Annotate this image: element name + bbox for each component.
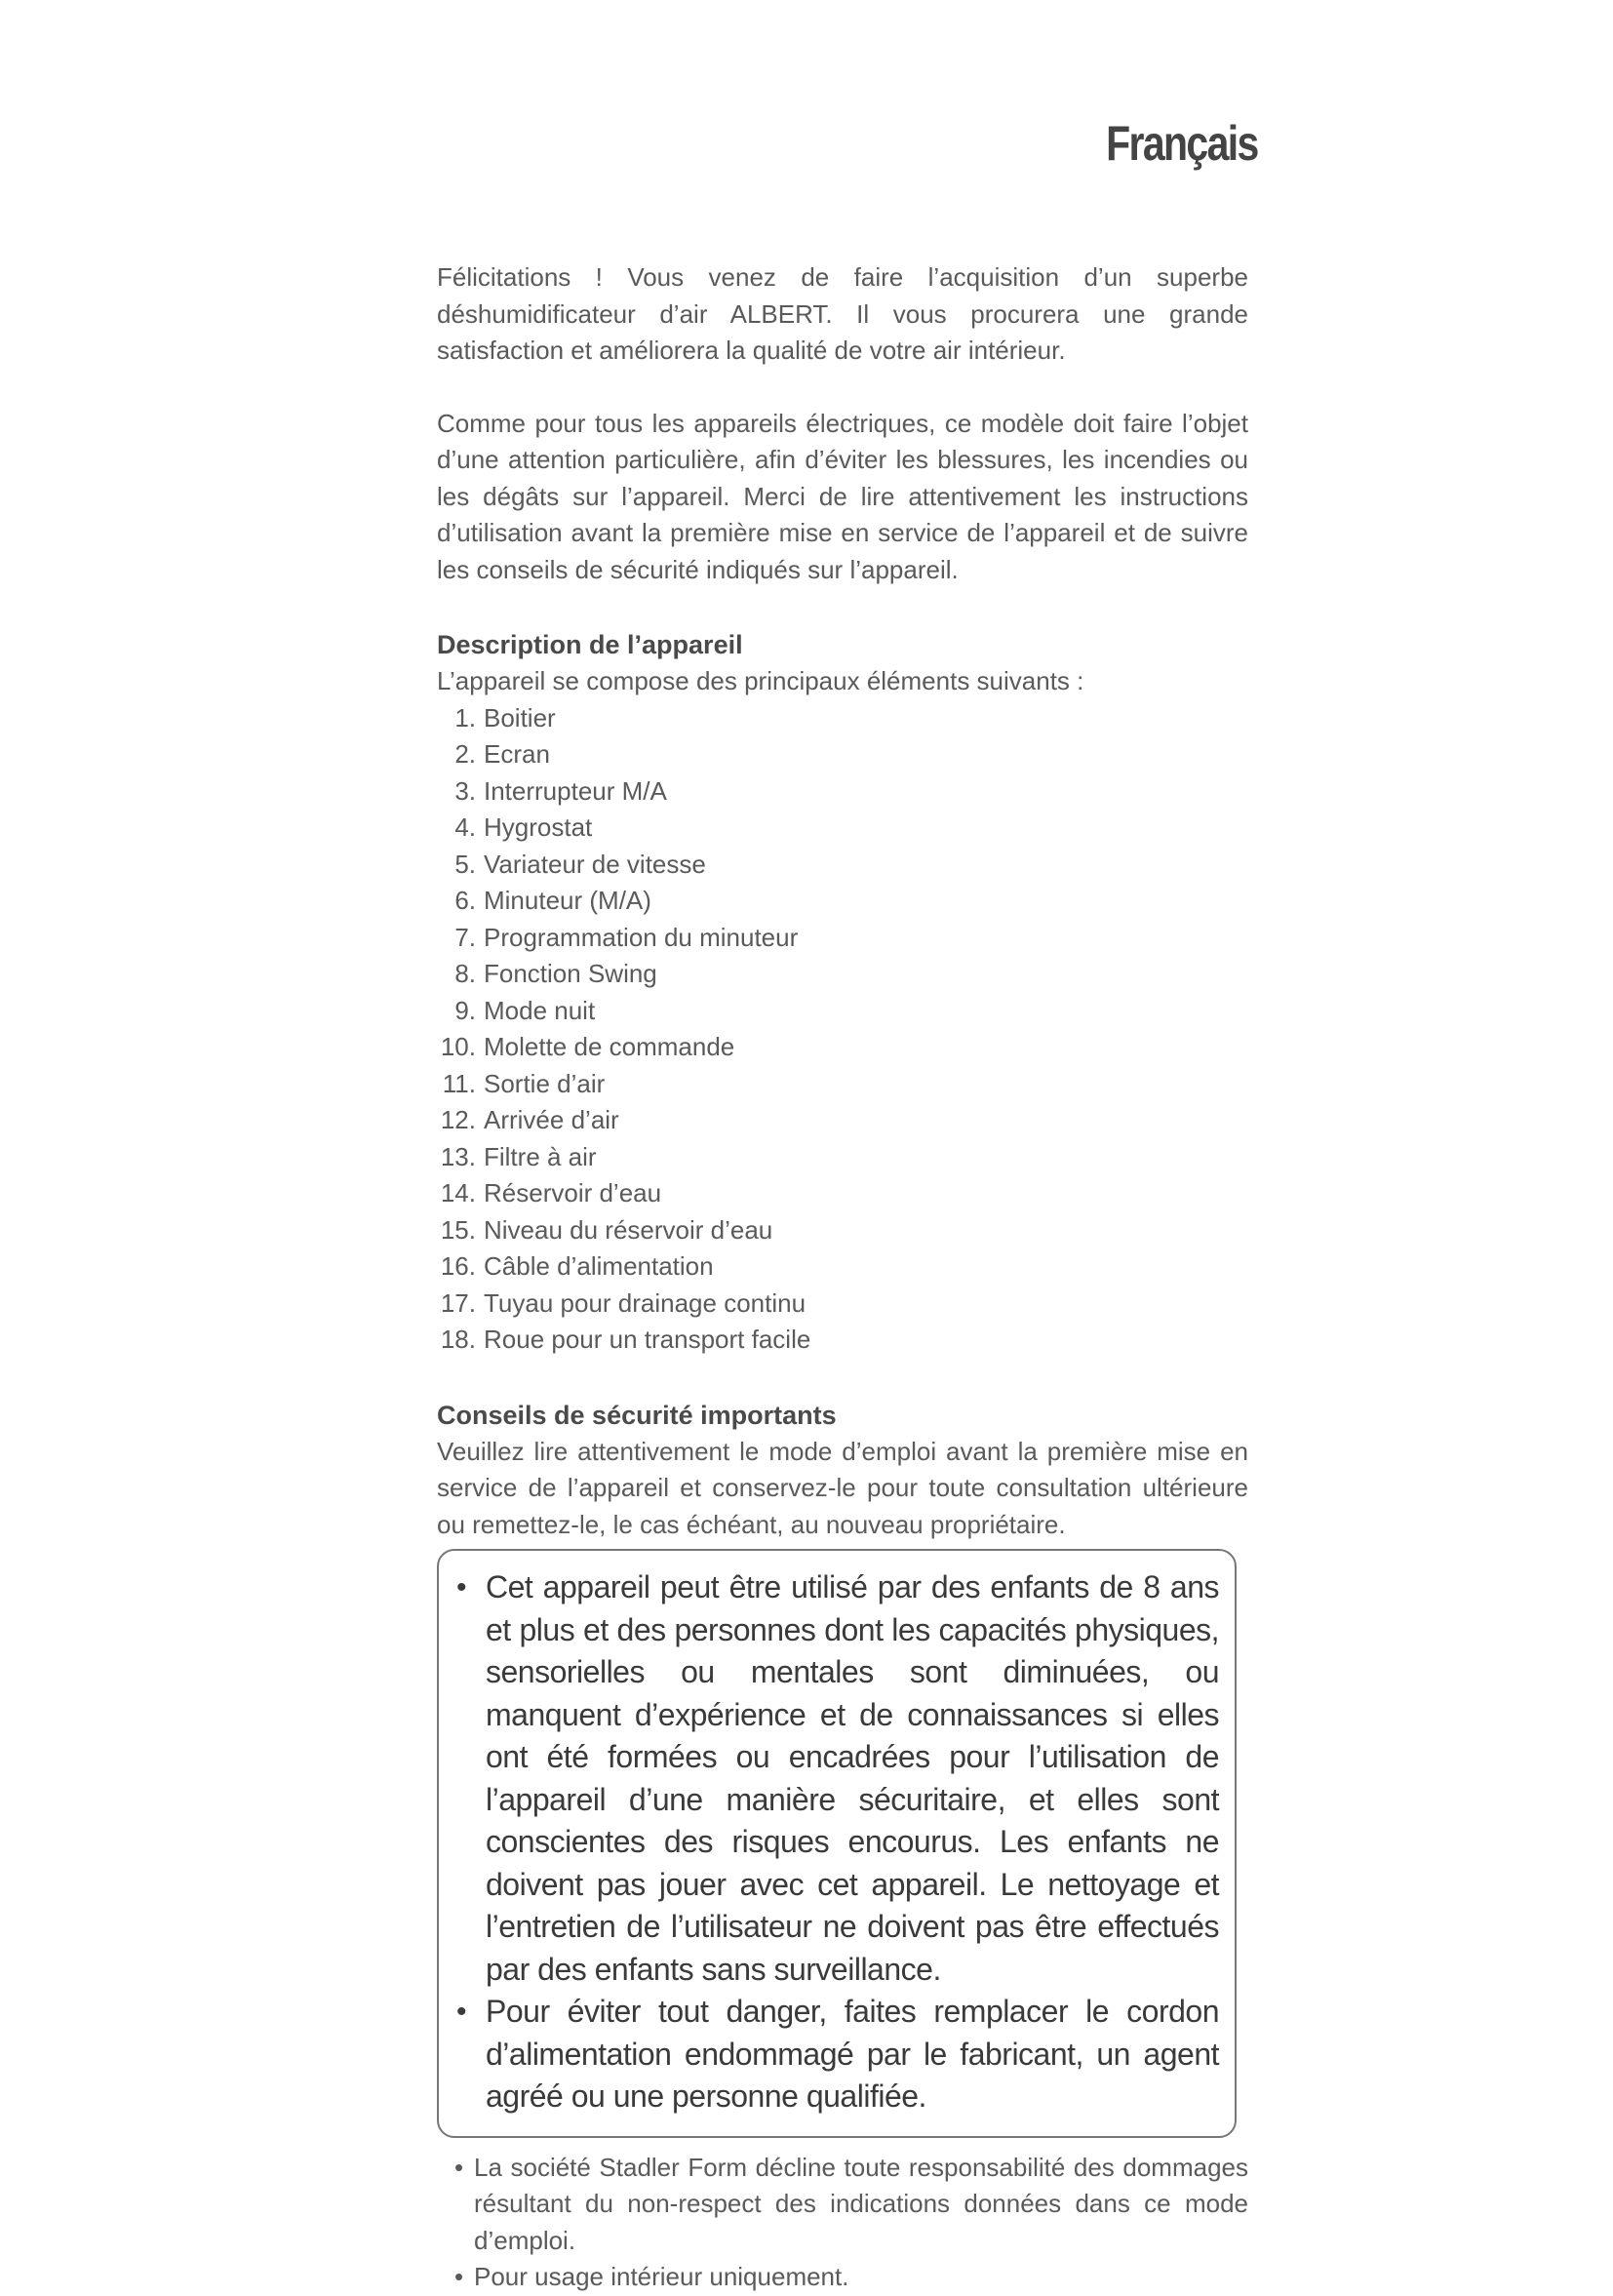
- warning-text: Cet appareil peut être utilisé par des enfants de 8 ans et plus et des personnes dont les capacités physiques, sensorielles ou mentales sont diminuées, ou manquent d’expérience et de connaissances si elles ont été formées ou encadrées pour l’utilisation de l’appareil d’une manière sécuritaire, et elles sont conscientes des risques encourus. Les enfants ne doivent pas jouer avec cet appareil. Le nettoyage et l’entretien de l’utilisateur ne doivent pas être effectués par des enfants sans surveillance.: [486, 1569, 1219, 1987]
- list-item: 8. Fonction Swing: [454, 959, 657, 988]
- safety-warning-box: [437, 1549, 1237, 2138]
- bullet-icon: •: [456, 1996, 467, 2028]
- list-item: 15. Niveau du réservoir d’eau: [440, 1214, 773, 1245]
- list-item: 4. Hygrostat: [454, 812, 593, 842]
- note-text: La société Stadler Form décline toute responsabilité des dommages résultant du non-respect des indications données dans ce mode d’emploi.: [474, 2152, 1248, 2255]
- safety-intro: Veuillez lire attentivement le mode d’emploi avant la première mise en service de l’appareil et conservez-le pour toute consultation ultérieure ou remettez-le, le cas échéant, au nouveau propriétaire.: [437, 1436, 1248, 1539]
- list-item: 2. Ecran: [454, 739, 550, 769]
- manual-content: [437, 259, 1248, 2296]
- list-item: 11. Sortie d’air: [442, 1068, 606, 1098]
- description-title: Description de l’appareil: [437, 630, 743, 659]
- list-item: 17. Tuyau pour drainage continu: [440, 1287, 806, 1318]
- list-item: 5. Variateur de vitesse: [454, 849, 706, 879]
- note-text: Pour usage intérieur uniquement.: [474, 2262, 849, 2291]
- language-heading: Français: [1106, 116, 1258, 171]
- warning-item: [456, 1991, 1219, 2118]
- warning-item: [456, 1566, 1219, 1991]
- list-item: 18. Roue pour un transport facile: [440, 1325, 811, 1354]
- description-intro: L’appareil se compose des principaux éléments suivants :: [437, 666, 1084, 695]
- bullet-icon: •: [454, 2152, 464, 2182]
- note-item: [454, 2259, 1248, 2296]
- parts-list: [437, 700, 1248, 1359]
- list-item: 10. Molette de commande: [440, 1032, 735, 1061]
- list-item: 6. Minuteur (M/A): [454, 886, 651, 915]
- bullet-icon: •: [454, 2262, 464, 2291]
- list-item: 14. Réservoir d’eau: [440, 1178, 662, 1207]
- warning-text: Pour éviter tout danger, faites remplacer le cordon d’alimentation endommagé par le fabricant, un agent agréé ou une personne qualifiée.: [486, 1994, 1219, 2114]
- list-item: 12. Arrivée d’air: [440, 1105, 619, 1134]
- list-item: 9. Mode nuit: [454, 995, 596, 1025]
- list-item: 3. Interrupteur M/A: [454, 775, 667, 806]
- list-item: 13. Filtre à air: [440, 1141, 597, 1171]
- list-item: 16. Câble d’alimentation: [440, 1251, 714, 1281]
- list-item: 1. Boitier: [454, 702, 556, 732]
- bullet-icon: •: [456, 1571, 467, 1603]
- intro-paragraph-1: Félicitations ! Vous venez de faire l’acquisition d’un superbe déshumidificateur d’air ALBERT. Il vous procurera une grande satisfaction et améliorera la qualité de votre air intérieur.: [437, 262, 1248, 365]
- intro-paragraph-2: Comme pour tous les appareils électriques, ce modèle doit faire l’objet d’une attention particulière, afin d’éviter les blessures, les incendies ou les dégâts sur l’appareil. Merci de lire attentivement les instructions d’utilisation avant la première mise en service de l’appareil et de suivre les conseils de sécurité indiqués sur l’appareil.: [437, 408, 1248, 584]
- safety-title: Conseils de sécurité importants: [437, 1400, 837, 1430]
- note-item: [454, 2150, 1248, 2260]
- list-item: 7. Programmation du minuteur: [454, 922, 799, 952]
- trailing-notes: [437, 2150, 1248, 2296]
